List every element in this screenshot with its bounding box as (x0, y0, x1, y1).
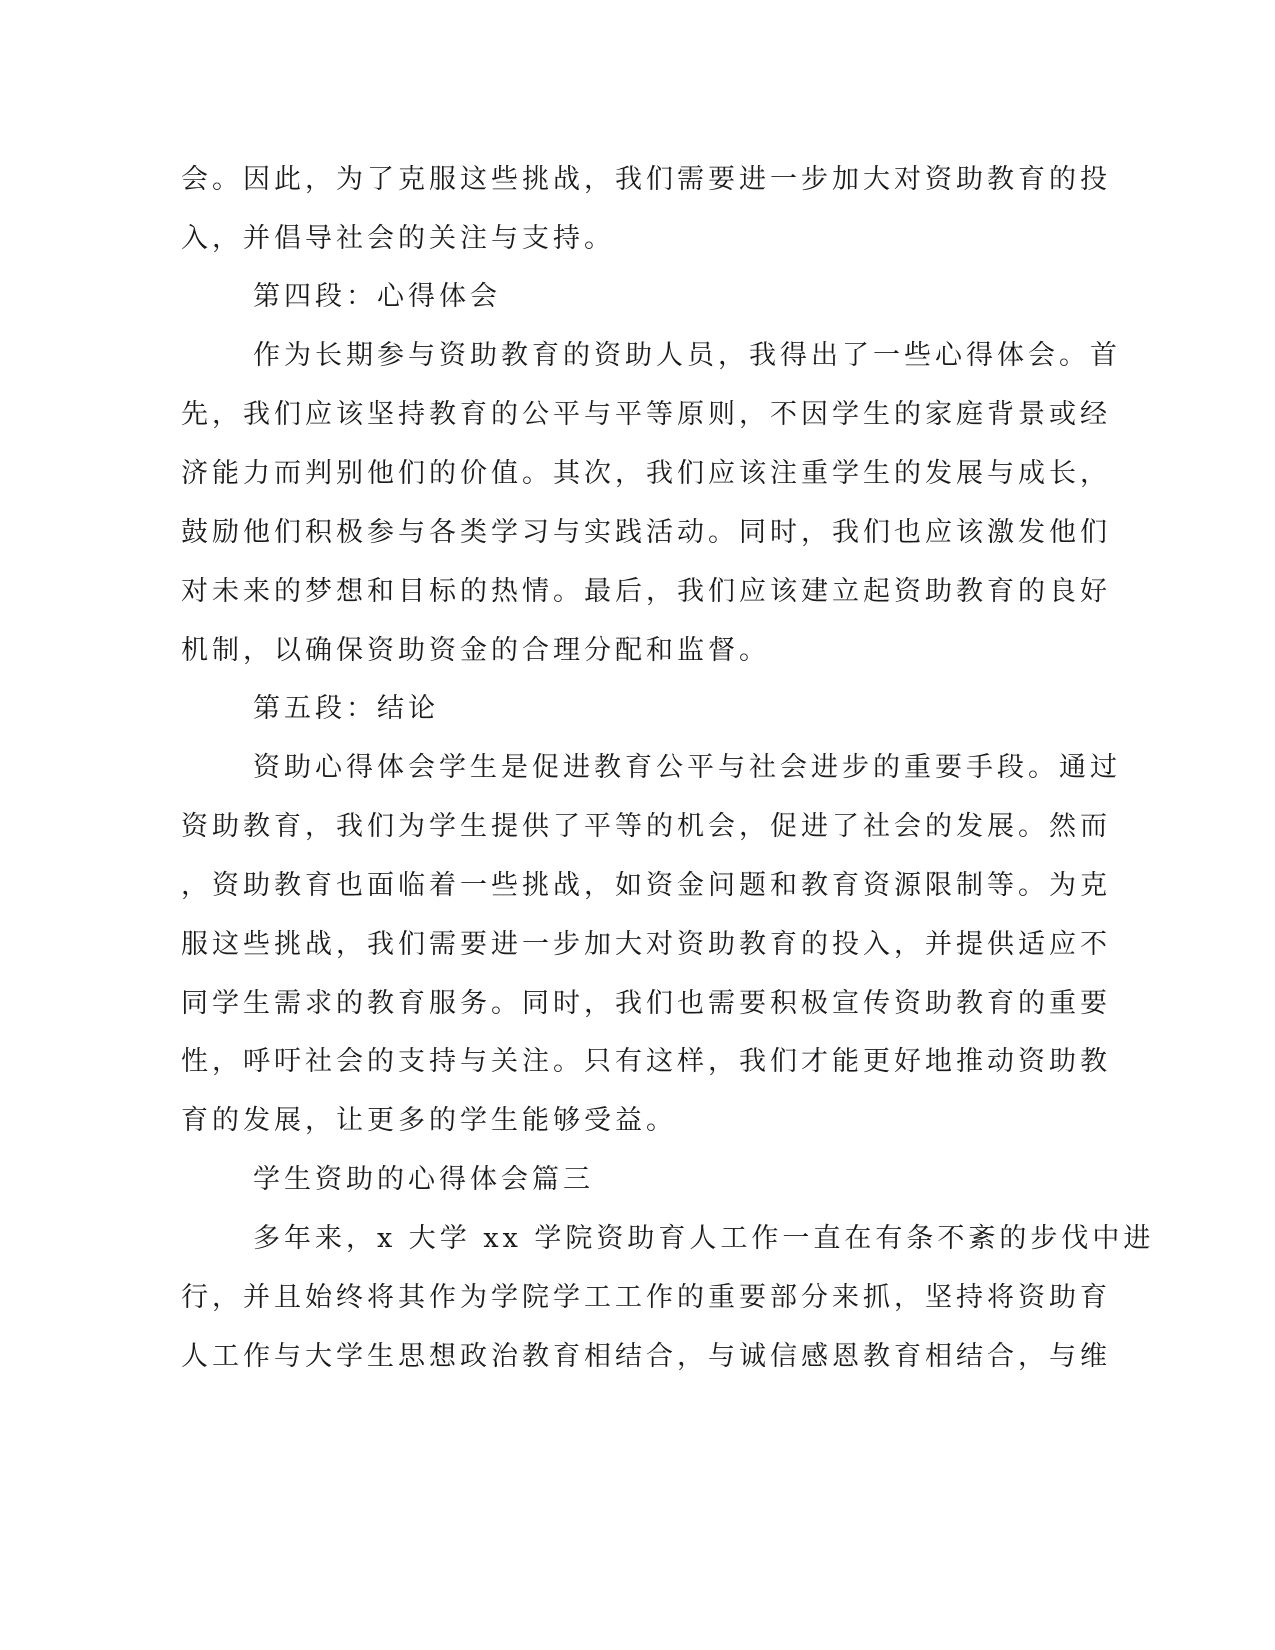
body-text-line: 机制，以确保资助资金的合理分配和监督。 (181, 635, 770, 666)
body-text-line: 资助教育，我们为学生提供了平等的机会，促进了社会的发展。然而 (181, 811, 1111, 842)
body-text-line: 会。因此，为了克服这些挑战，我们需要进一步加大对资助教育的投 (181, 164, 1111, 195)
body-text-line: 多年来，x 大学 xx 学院资助育人工作一直在有条不紊的步伐中进 (253, 1223, 1155, 1254)
body-text-line: 人工作与大学生思想政治教育相结合，与诚信感恩教育相结合，与维 (181, 1341, 1111, 1372)
section-heading: 学生资助的心得体会篇三 (253, 1164, 594, 1195)
body-text-line: 济能力而判别他们的价值。其次，我们应该注重学生的发展与成长， (181, 458, 1111, 489)
body-text-line: 作为长期参与资助教育的资助人员，我得出了一些心得体会。首 (253, 340, 1121, 371)
section-heading: 第五段：结论 (253, 693, 439, 724)
body-text-line: 入，并倡导社会的关注与支持。 (181, 223, 615, 254)
body-text-line: 先，我们应该坚持教育的公平与平等原则，不因学生的家庭背景或经 (181, 399, 1111, 430)
body-text-line: 育的发展，让更多的学生能够受益。 (181, 1105, 677, 1136)
section-heading: 第四段：心得体会 (253, 281, 501, 312)
body-text-line: 服这些挑战，我们需要进一步加大对资助教育的投入，并提供适应不 (181, 929, 1111, 960)
body-text-line: 鼓励他们积极参与各类学习与实践活动。同时，我们也应该激发他们 (181, 517, 1111, 548)
body-text-line: 资助心得体会学生是促进教育公平与社会进步的重要手段。通过 (253, 752, 1121, 783)
body-text-line: 对未来的梦想和目标的热情。最后，我们应该建立起资助教育的良好 (181, 576, 1111, 607)
body-text-line: 同学生需求的教育服务。同时，我们也需要积极宣传资助教育的重要 (181, 988, 1111, 1019)
body-text-line: 性，呼吁社会的支持与关注。只有这样，我们才能更好地推动资助教 (181, 1046, 1111, 1077)
body-text-line: 行，并且始终将其作为学院学工工作的重要部分来抓，坚持将资助育 (181, 1282, 1111, 1313)
body-text-line: ，资助教育也面临着一些挑战，如资金问题和教育资源限制等。为克 (181, 870, 1111, 901)
